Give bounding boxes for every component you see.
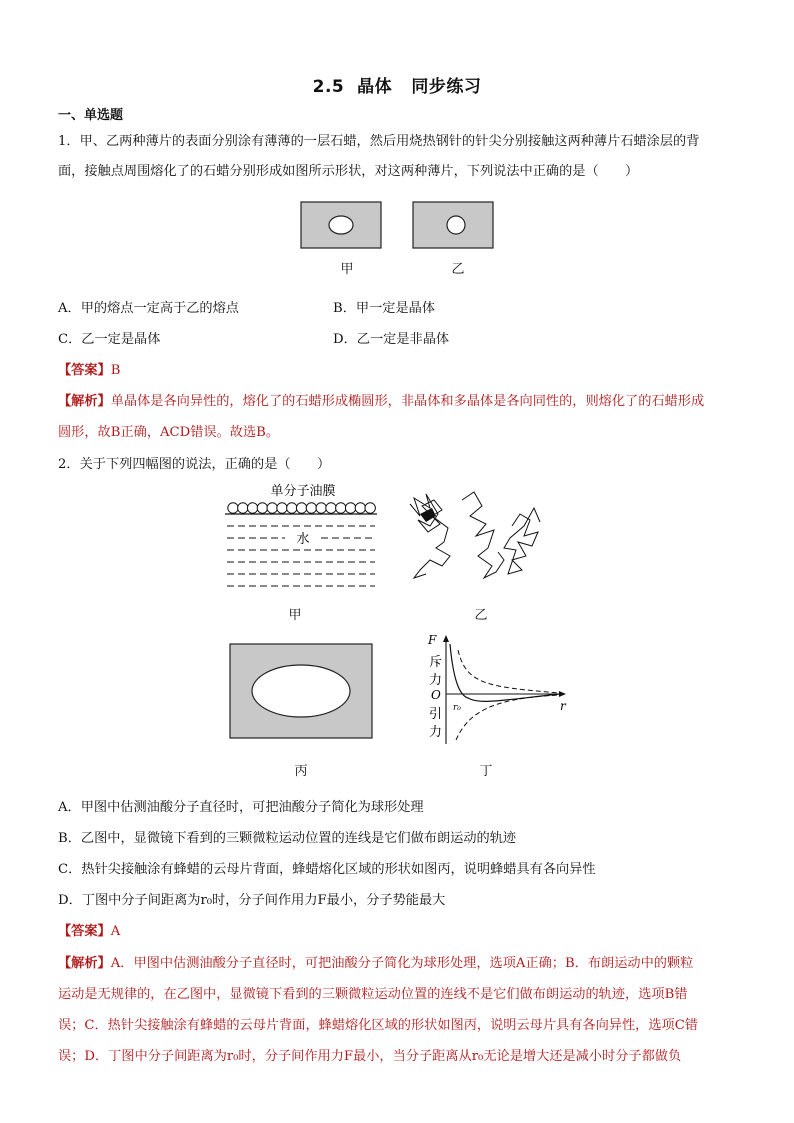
q1-option-d: D．乙一定是非晶体 <box>333 332 450 347</box>
q2-ding-f-label: F <box>428 633 437 647</box>
oil-molecule <box>365 503 375 513</box>
q2-yi-trace-2 <box>462 492 504 578</box>
oil-molecule <box>316 503 326 513</box>
q1-fig-label-yi: 乙 <box>451 262 465 277</box>
q1-fig-label-jia: 甲 <box>340 262 354 277</box>
q2-ding-repulsion-2: 力 <box>429 673 443 688</box>
q2-jia-film-label: 单分子油膜 <box>270 484 336 499</box>
oil-molecule <box>306 503 316 513</box>
oil-molecule <box>355 503 365 513</box>
q2-ding-attraction-curve <box>456 695 560 740</box>
q2-jia-water-label: 水 <box>296 532 310 547</box>
q1-analysis-line-1 <box>58 390 704 409</box>
q2-answer <box>58 920 120 939</box>
q1-answer <box>58 359 120 378</box>
q1-analysis-tag: 【解析】 <box>58 394 111 409</box>
q1-circle-yi <box>447 216 465 234</box>
q2-ding-r0-label: r₀ <box>453 703 461 713</box>
oil-molecule <box>228 503 238 513</box>
oil-molecule <box>257 503 267 513</box>
q1-stem-line-1: 1．甲、乙两种薄片的表面分别涂有薄薄的一层石蜡，然后用烧热钢针的针尖分别接触这两种薄片石蜡涂层的背 <box>58 134 700 149</box>
q2-analysis-text-1: A．甲图中估测油酸分子直径时，可把油酸分子简化为球形处理，选项A正确；B．布朗运动中的颗粒 <box>110 956 694 971</box>
q1-answer-value: B <box>110 363 121 378</box>
q2-option-a: A．甲图中估测油酸分子直径时，可把油酸分子简化为球形处理 <box>58 800 424 815</box>
q2-option-d: D．丁图中分子间距离为r₀时，分子间作用力F最小，分子势能最大 <box>58 893 446 908</box>
q1-figure <box>295 196 505 256</box>
q2-ding-repulsion-curve <box>458 650 560 693</box>
q2-analysis-line-3: 误；C．热针尖接触涂有蜂蜡的云母片背面，蜂蜡熔化区域的形状如图丙，说明云母片具有各向异性，选项C错 <box>58 1018 698 1033</box>
q2-fig-label-bing: 丙 <box>294 764 308 779</box>
page-title: 2.5 晶体 同步练习 <box>312 77 482 97</box>
q2-ding-f-arrow <box>443 635 449 642</box>
q2-ding-r-arrow <box>559 691 566 697</box>
q1-analysis-line-2: 圆形，故B正确，ACD错误。故选B。 <box>58 425 280 440</box>
oil-molecule <box>267 503 277 513</box>
q2-answer-value: A <box>110 924 121 939</box>
q1-ellipse-jia <box>329 216 353 234</box>
q2-ding-repulsion-1: 斥 <box>429 655 443 670</box>
q2-fig-label-yi: 乙 <box>474 608 488 623</box>
q2-option-b: B．乙图中，显微镜下看到的三颗微粒运动位置的连线是它们做布朗运动的轨迹 <box>58 831 517 846</box>
q2-option-c: C．热针尖接触涂有蜂蜡的云母片背面，蜂蜡熔化区域的形状如图丙，说明蜂蜡具有各向异性 <box>58 862 596 877</box>
q2-analysis-line-1 <box>58 952 693 971</box>
q1-analysis-text-1: 单晶体是各向异性的，熔化了的石蜡形成椭圆形，非晶体和多晶体是各向同性的，则熔化了的石蜡形成 <box>110 394 705 409</box>
q2-ding-attraction-2: 力 <box>429 725 443 740</box>
section-heading: 一、单选题 <box>58 108 124 123</box>
q2-yi-trace-1 <box>410 494 450 578</box>
oil-molecule <box>326 503 336 513</box>
q2-ding-origin-label: O <box>431 688 441 702</box>
oil-molecule <box>296 503 306 513</box>
q2-analysis-line-4: 误；D．丁图中分子间距离为r₀时，分子间作用力F最小，当分子距离从r₀无论是增大还是减小时分子都做负 <box>58 1049 682 1064</box>
q2-figure-bing <box>226 640 378 744</box>
q2-figure-yi <box>400 486 550 586</box>
oil-molecule <box>247 503 257 513</box>
q1-option-c: C．乙一定是晶体 <box>58 332 161 347</box>
q2-stem: 2．关于下列四幅图的说法，正确的是（ ） <box>58 457 331 472</box>
q1-answer-tag: 【答案】 <box>58 363 111 378</box>
q2-fig-label-jia: 甲 <box>288 608 302 623</box>
q1-option-a: A．甲的熔点一定高于乙的熔点 <box>58 301 239 316</box>
q2-ding-net-force-curve <box>450 644 560 701</box>
q2-fig-label-ding: 丁 <box>479 764 493 779</box>
q2-ding-r-label: r <box>560 699 566 713</box>
oil-molecule <box>336 503 346 513</box>
q2-yi-trace-3 <box>504 508 540 574</box>
oil-molecule <box>238 503 248 513</box>
q2-figure-ding <box>420 632 575 747</box>
q2-figure-jia <box>225 480 380 600</box>
oil-molecule <box>287 503 297 513</box>
q2-analysis-tag: 【解析】 <box>58 956 111 971</box>
q1-stem-line-2: 面，接触点周围熔化了的石蜡分别形成如图所示形状，对这两种薄片，下列说法中正确的是（ ） <box>58 164 639 179</box>
oil-molecule <box>345 503 355 513</box>
q2-bing-ellipse <box>252 665 350 717</box>
q2-analysis-line-2: 运动是无规律的，在乙图中，显微镜下看到的三颗微粒运动位置的连线不是它们做布朗运动的轨迹，选项B错 <box>58 987 688 1002</box>
oil-molecule <box>277 503 287 513</box>
q2-ding-attraction-1: 引 <box>429 707 443 722</box>
q1-option-b: B．甲一定是晶体 <box>333 301 436 316</box>
q2-answer-tag: 【答案】 <box>58 924 111 939</box>
